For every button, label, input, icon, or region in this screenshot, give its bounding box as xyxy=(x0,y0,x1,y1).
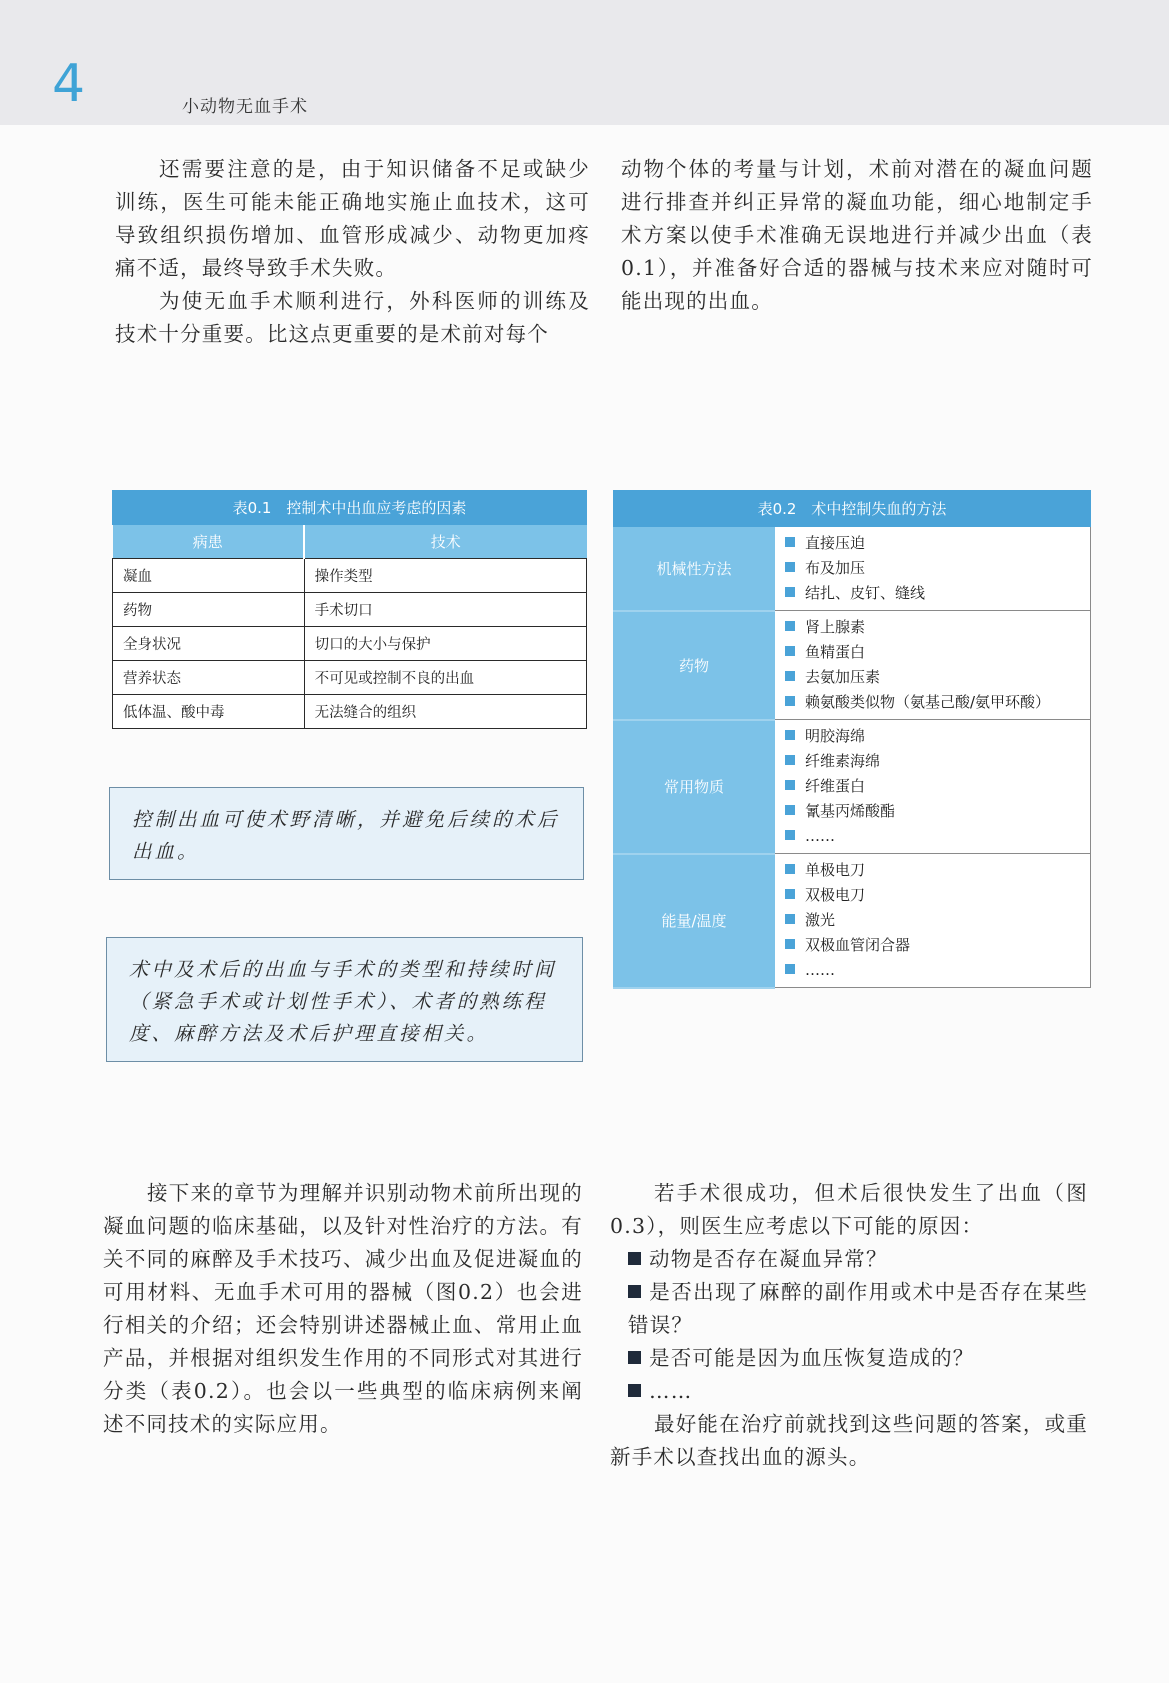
category-cell: 能量/温度 xyxy=(613,854,775,988)
table-cell: 无法缝合的组织 xyxy=(304,695,586,729)
list-item: …… xyxy=(785,958,1080,983)
table-row xyxy=(613,720,1091,854)
table-row xyxy=(113,559,587,593)
table-cell: 全身状况 xyxy=(113,627,305,661)
table-row xyxy=(113,593,587,627)
list-item: 结扎、皮钉、缝线 xyxy=(785,581,1080,606)
list-item: 单极电刀 xyxy=(785,858,1080,883)
square-bullet-icon xyxy=(785,587,795,597)
table-row xyxy=(113,695,587,729)
list-item: 双极血管闭合器 xyxy=(785,933,1080,958)
square-bullet-icon xyxy=(785,730,795,740)
bullet-item: 是否出现了麻醉的副作用或术中是否存在某些错误？ xyxy=(628,1280,1088,1337)
square-bullet-icon xyxy=(628,1285,641,1298)
table-row xyxy=(613,854,1091,988)
square-bullet-icon xyxy=(785,671,795,681)
list-item: …… xyxy=(785,824,1080,849)
table-cell: 营养状态 xyxy=(113,661,305,695)
list-item: 直接压迫 xyxy=(785,531,1080,556)
items-cell xyxy=(775,527,1091,611)
square-bullet-icon xyxy=(785,864,795,874)
table-row xyxy=(113,627,587,661)
table-row xyxy=(613,527,1091,611)
table-cell: 低体温、酸中毒 xyxy=(113,695,305,729)
list-item: 肾上腺素 xyxy=(785,615,1080,640)
bullet-item: 动物是否存在凝血异常？ xyxy=(610,1243,1088,1276)
page-number: 4 xyxy=(52,54,86,114)
square-bullet-icon xyxy=(785,830,795,840)
list-item: 赖氨酸类似物（氨基己酸/氨甲环酸） xyxy=(785,690,1080,715)
table-cell: 手术切口 xyxy=(304,593,586,627)
square-bullet-icon xyxy=(628,1252,641,1265)
square-bullet-icon xyxy=(785,914,795,924)
callout-box xyxy=(109,787,584,880)
items-cell xyxy=(775,611,1091,720)
category-cell: 机械性方法 xyxy=(613,527,775,611)
list-item: 纤维素海绵 xyxy=(785,749,1080,774)
callout-box xyxy=(106,937,583,1062)
square-bullet-icon xyxy=(785,562,795,572)
bottom-left-column xyxy=(103,1177,583,1441)
square-bullet-icon xyxy=(785,646,795,656)
square-bullet-icon xyxy=(785,964,795,974)
square-bullet-icon xyxy=(785,537,795,547)
paragraph: 还需要注意的是，由于知识储备不足或缺少训练，医生可能未能正确地实施止血技术，这可导致组织损伤增加、血管形成减少、动物更加疼痛不适，最终导致手术失败。 xyxy=(115,157,590,280)
category-cell: 常用物质 xyxy=(613,720,775,854)
list-item: 布及加压 xyxy=(785,556,1080,581)
list-item: 纤维蛋白 xyxy=(785,774,1080,799)
book-title: 小动物无血手术 xyxy=(182,97,308,117)
table-row xyxy=(613,611,1091,720)
square-bullet-icon xyxy=(785,696,795,706)
table-caption: 表0.1 控制术中出血应考虑的因素 xyxy=(112,490,587,525)
paragraph: 动物个体的考量与计划，术前对潜在的凝血问题进行排查并纠正异常的凝血功能，细心地制定手术方案以使手术准确无误地进行并减少出血（表0.1），并准备好合适的器械与技术来应对随时可能出现的出血。 xyxy=(621,157,1093,313)
top-right-column xyxy=(621,153,1093,318)
paragraph: 最好能在治疗前就找到这些问题的答案，或重新手术以查找出血的源头。 xyxy=(610,1412,1088,1469)
list-item: 激光 xyxy=(785,908,1080,933)
square-bullet-icon xyxy=(785,621,795,631)
table-cell: 切口的大小与保护 xyxy=(304,627,586,661)
list-item: 明胶海绵 xyxy=(785,724,1080,749)
top-left-column xyxy=(115,153,590,351)
square-bullet-icon xyxy=(785,780,795,790)
list-item: 鱼精蛋白 xyxy=(785,640,1080,665)
column-header: 技术 xyxy=(304,525,586,559)
list-item: 双极电刀 xyxy=(785,883,1080,908)
items-cell xyxy=(775,720,1091,854)
table-cell: 凝血 xyxy=(113,559,305,593)
table-bleeding-factors xyxy=(112,490,587,729)
header-band xyxy=(0,0,1169,125)
square-bullet-icon xyxy=(785,939,795,949)
paragraph: 为使无血手术顺利进行，外科医师的训练及技术十分重要。比这点更重要的是术前对每个 xyxy=(115,289,590,346)
square-bullet-icon xyxy=(628,1351,641,1364)
table-cell: 药物 xyxy=(113,593,305,627)
table-row xyxy=(113,661,587,695)
table-bleeding-control-methods xyxy=(613,490,1091,989)
square-bullet-icon xyxy=(785,755,795,765)
square-bullet-icon xyxy=(785,805,795,815)
square-bullet-icon xyxy=(785,889,795,899)
paragraph: 接下来的章节为理解并识别动物术前所出现的凝血问题的临床基础，以及针对性治疗的方法。有关不同的麻醉及手术技巧、减少出血及促进凝血的可用材料、无血手术可用的器械（图0.2）也会进行相关的介绍；还会特别讲述器械止血、常用止血产品，并根据对组织发生作用的不同形式对其进行分类（表0.2）。也会以一些典型的临床病例来阐述不同技术的实际应用。 xyxy=(103,1181,583,1436)
table-cell: 不可见或控制不良的出血 xyxy=(304,661,586,695)
list-item: 氰基丙烯酸酯 xyxy=(785,799,1080,824)
callout-text: 控制出血可使术野清晰，并避免后续的术后出血。 xyxy=(132,808,560,863)
bullet-item: 是否可能是因为血压恢复造成的？ xyxy=(610,1342,1088,1375)
items-cell xyxy=(775,854,1091,988)
column-header: 病患 xyxy=(113,525,305,559)
bullet-item: …… xyxy=(610,1375,1088,1408)
bottom-right-column xyxy=(610,1177,1088,1474)
callout-text: 术中及术后的出血与手术的类型和持续时间（紧急手术或计划性手术）、术者的熟练程度、麻醉方法及术后护理直接相关。 xyxy=(129,958,557,1045)
category-cell: 药物 xyxy=(613,611,775,720)
paragraph: 若手术很成功，但术后很快发生了出血（图0.3），则医生应考虑以下可能的原因： xyxy=(610,1181,1088,1238)
table-cell: 操作类型 xyxy=(304,559,586,593)
list-item: 去氨加压素 xyxy=(785,665,1080,690)
square-bullet-icon xyxy=(628,1384,641,1397)
table-caption: 表0.2 术中控制失血的方法 xyxy=(613,490,1091,527)
